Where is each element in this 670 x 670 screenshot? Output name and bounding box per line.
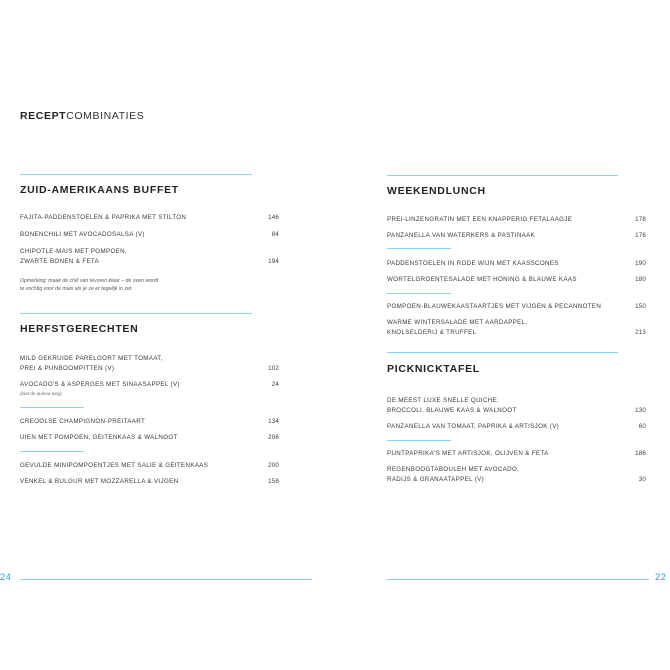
menu-item-page: 150 (635, 303, 646, 310)
menu-item (387, 318, 646, 337)
menu-item-page: 200 (268, 462, 279, 469)
menu-item-text: AVOCADO'S & ASPERGES MET SINAASAPPEL (V) (20, 381, 180, 388)
menu-item-text: BONENCHILI MET AVOCADOSALSA (V) (20, 231, 145, 238)
menu-item (20, 417, 279, 427)
menu-item (20, 477, 279, 487)
section-note: Opmerking: maak de chili van tevoren klaar – de oven wordt te vochtig voor de mais als je ze er tegelijk in zet. (20, 278, 159, 292)
menu-item-page: 134 (268, 418, 279, 425)
group-divider (387, 440, 451, 441)
menu-item-text: PANZANELLA VAN WATERKERS & PASTINAAK (387, 232, 536, 239)
menu-item-page: 84 (271, 231, 279, 238)
menu-item (20, 213, 279, 223)
menu-item-page: 130 (635, 406, 646, 414)
menu-item-text: GEVULDE MINIPOMPOENTJES MET SALIE & GEITENKAAS (20, 462, 209, 469)
group-divider (20, 407, 84, 408)
section-heading-picknicktafel: PICKNICKTAFEL (387, 363, 480, 375)
menu-item-page: 206 (268, 434, 279, 441)
menu-item-text: CREOOLSE CHAMPIGNON-PREITAART (20, 418, 146, 425)
menu-item-page: 102 (268, 364, 279, 372)
menu-item-text: FAJITA-PADDENSTOELEN & PAPRIKA MET STILTON (20, 214, 187, 221)
menu-item-page: 194 (268, 257, 279, 265)
section-heading-herfstgerechten: HERFSTGERECHTEN (20, 323, 139, 335)
section-rule (20, 174, 252, 175)
menu-item (387, 302, 646, 312)
page-title-light: COMBINATIES (66, 110, 145, 122)
menu-item-page: 190 (635, 260, 646, 267)
page-number-left: 24 (0, 572, 12, 583)
menu-item-page: 180 (635, 276, 646, 283)
menu-item-page: 24 (271, 381, 279, 388)
menu-item (387, 215, 646, 225)
menu-item-page: 60 (638, 423, 646, 430)
menu-item-page: 158 (268, 478, 279, 485)
menu-item (20, 247, 279, 266)
menu-item (20, 461, 279, 471)
group-divider (387, 293, 451, 294)
footer-rule (20, 579, 312, 580)
section-heading-zuid-amerikaans-buffet: ZUID-AMERIKAANS BUFFET (20, 184, 179, 196)
section-heading-weekendlunch: WEEKENDLUNCH (387, 185, 486, 197)
menu-item (20, 380, 279, 390)
menu-item-text: PADDENSTOELEN IN RODE WIJN MET KAASSCONES (387, 260, 559, 267)
menu-item (387, 465, 646, 484)
menu-item-subnote: (laat de quinoa weg) (20, 391, 62, 396)
menu-item-text: PREI-LINZENGRATIN MET EEN KNAPPERIG FETALAAGJE (387, 216, 573, 223)
menu-item (387, 231, 646, 241)
menu-item-text: POMPOEN-BLAUWEKAASTAARTJES MET VIJGEN & PECANNOTEN (387, 303, 602, 310)
menu-item-text: DE MEEST LUXE SNELLE QUICHE: BROCCOLI, BLAUWE KAAS & WALNOOT (387, 397, 517, 414)
menu-item (20, 433, 279, 443)
menu-item-page: 178 (635, 216, 646, 223)
menu-item-text: CHIPOTLE-MAIS MET POMPOEN, ZWARTE BONEN & FETA (20, 248, 127, 265)
menu-item (387, 396, 646, 415)
page-title (20, 110, 144, 122)
menu-item-text: REGENBOOGTABOULEH MET AVOCADO, RADIJS & GRANAATAPPEL (V) (387, 466, 520, 483)
menu-item-text: VENKEL & BULGUR MET MOZZARELLA & VIJGEN (20, 478, 179, 485)
menu-item-page: 30 (638, 475, 646, 483)
menu-item (387, 449, 646, 459)
menu-item (387, 422, 646, 432)
menu-item-text: MILD GEKRUIDE PARELGORT MET TOMAAT, PREI & PUNBOOMPITTEN (V) (20, 355, 163, 372)
menu-item (387, 259, 646, 269)
section-rule (387, 175, 618, 176)
page-number-right: 22 (655, 572, 667, 583)
menu-item-text: PUNTPAPRIKA'S MET ARTISJOK, OLIJVEN & FETA (387, 450, 549, 457)
group-divider (20, 451, 84, 452)
menu-item-text: WARME WINTERSALADE MET AARDAPPEL, KNOLSELDERIJ & TRUFFEL (387, 319, 528, 336)
menu-item-page: 146 (268, 214, 279, 221)
menu-item-text: UIEN MET POMPOEN, GEITENKAAS & WALNOOT (20, 434, 178, 441)
menu-item-text: WORTELGROENTESALADE MET HONING & BLAUWE KAAS (387, 276, 577, 283)
menu-item-text: PANZANELLA VAN TOMAAT, PAPRIKA & ARTISJOK (V) (387, 423, 560, 430)
group-divider (387, 248, 451, 249)
page-title-bold: RECEPT (20, 110, 67, 122)
footer-rule (387, 579, 649, 580)
section-rule (387, 352, 618, 353)
menu-item (387, 275, 646, 285)
section-rule (20, 313, 252, 314)
menu-item-page: 176 (635, 232, 646, 239)
menu-item-page: 213 (635, 328, 646, 336)
menu-item (20, 354, 279, 373)
menu-item (20, 230, 279, 240)
menu-item-page: 186 (635, 450, 646, 457)
